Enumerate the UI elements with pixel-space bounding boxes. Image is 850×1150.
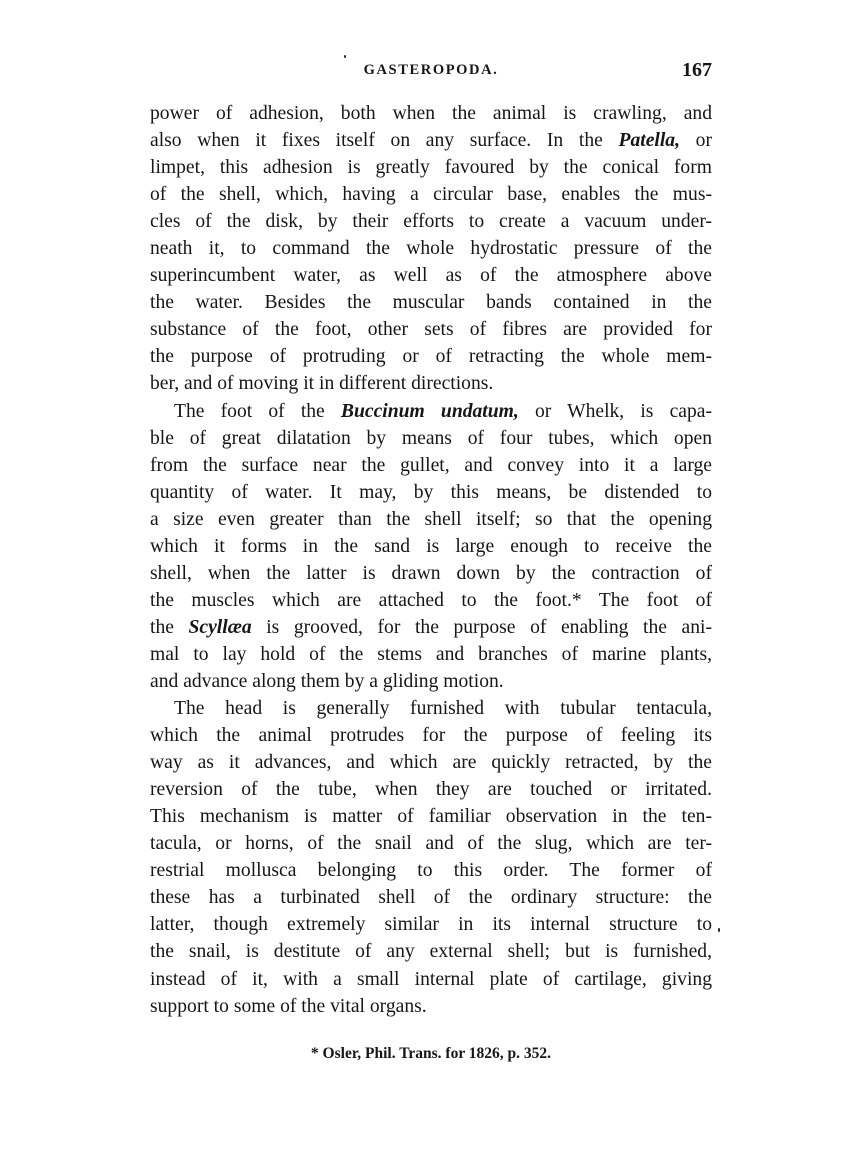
text-line — [150, 803, 712, 830]
text-run: restrial mollusca belonging to this order. The former of — [150, 860, 712, 882]
text-line — [150, 533, 712, 560]
italic-term: Buccinum undatum, — [340, 400, 519, 422]
text-line — [150, 641, 712, 668]
text-line — [150, 776, 712, 803]
text-line — [150, 506, 712, 533]
text-line — [150, 966, 712, 993]
text-line — [150, 938, 712, 965]
ink-speck — [718, 928, 720, 932]
text-line — [150, 370, 712, 397]
text-run: limpet, this adhesion is greatly favoured by the conical form — [150, 157, 712, 179]
text-line — [150, 857, 712, 884]
footnote: * Osler, Phil. Trans. for 1826, p. 352. — [310, 1045, 552, 1062]
text-line — [150, 235, 712, 262]
text-line — [150, 316, 712, 343]
text-line — [150, 262, 712, 289]
text-run: substance of the foot, other sets of fibres are provided for — [150, 319, 712, 341]
text-run: mal to lay hold of the stems and branches of marine plants, — [150, 643, 712, 665]
text-run: cles of the disk, by their efforts to create a vacuum under- — [150, 211, 712, 233]
text-run: of the shell, which, having a circular base, enables the mus- — [150, 184, 712, 206]
text-run: from the surface near the gullet, and convey into it a large — [150, 454, 712, 476]
paragraph — [150, 100, 712, 398]
text-run: is grooved, for the purpose of enabling the ani- — [251, 616, 712, 638]
paragraph — [150, 695, 712, 1020]
text-line — [150, 398, 712, 425]
text-run: the muscles which are attached to the foot.* The foot of — [150, 589, 712, 611]
text-line — [150, 695, 712, 722]
body-text — [150, 100, 712, 1020]
text-run: also when it fixes itself on any surface. In the — [150, 130, 619, 152]
text-run: the — [150, 616, 189, 638]
text-line — [150, 911, 712, 938]
text-line — [150, 614, 712, 641]
text-line — [150, 127, 712, 154]
text-line — [150, 208, 712, 235]
text-run: support to some of the vital organs. — [150, 995, 427, 1017]
text-run: shell, when the latter is drawn down by the contraction of — [150, 562, 712, 584]
ink-speck — [344, 55, 346, 58]
text-run: instead of it, with a small internal plate of cartilage, giving — [150, 968, 712, 990]
text-line — [150, 100, 712, 127]
text-line — [150, 452, 712, 479]
text-run: which it forms in the sand is large enough to receive the — [150, 535, 712, 557]
text-run: way as it advances, and which are quickly retracted, by the — [150, 752, 712, 774]
text-run: tacula, or horns, of the snail and of the slug, which are ter- — [150, 833, 712, 855]
text-run: ber, and of moving it in different directions. — [150, 373, 494, 395]
text-line — [150, 343, 712, 370]
text-run: reversion of the tube, when they are touched or irritated. — [150, 779, 712, 801]
italic-term: Patella, — [618, 130, 680, 152]
text-run: power of adhesion, both when the animal is crawling, and — [150, 103, 712, 124]
text-line — [150, 560, 712, 587]
page-number: 167 — [682, 59, 712, 81]
running-head — [150, 59, 712, 86]
running-title: GASTEROPODA. — [363, 62, 499, 78]
text-run: the snail, is destitute of any external shell; but is furnished, — [150, 941, 712, 963]
text-run: or Whelk, is capa- — [518, 400, 712, 422]
text-run: and advance along them by a gliding motion. — [150, 670, 504, 692]
text-run: ble of great dilatation by means of four tubes, which open — [150, 427, 712, 449]
text-line — [150, 289, 712, 316]
paragraph — [150, 398, 712, 696]
text-line — [150, 884, 712, 911]
text-line — [150, 479, 712, 506]
italic-term: Scyllæa — [188, 616, 252, 638]
text-line — [150, 181, 712, 208]
text-run: superincumbent water, as well as of the atmosphere above — [150, 265, 712, 287]
text-run: or — [680, 130, 712, 152]
text-line — [150, 993, 712, 1020]
text-run: latter, though extremely similar in its internal structure to — [150, 914, 712, 936]
text-line — [150, 722, 712, 749]
text-line — [150, 425, 712, 452]
text-line — [150, 587, 712, 614]
text-run: the water. Besides the muscular bands contained in the — [150, 292, 712, 314]
text-line — [150, 154, 712, 181]
text-line — [150, 830, 712, 857]
text-run: This mechanism is matter of familiar observation in the ten- — [150, 806, 712, 828]
text-run: neath it, to command the whole hydrostatic pressure of the — [150, 238, 712, 260]
text-run: these has a turbinated shell of the ordinary structure: the — [150, 887, 712, 909]
text-line — [150, 668, 712, 695]
text-run: quantity of water. It may, by this means, be distended to — [150, 481, 712, 503]
text-run: which the animal protrudes for the purpose of feeling its — [150, 725, 712, 747]
text-run: The head is generally furnished with tubular tentacula, — [174, 698, 712, 720]
text-run: a size even greater than the shell itself; so that the opening — [150, 508, 712, 530]
text-run: the purpose of protruding or of retracting the whole mem- — [150, 346, 712, 368]
text-run: The foot of the — [174, 400, 341, 422]
text-line — [150, 749, 712, 776]
